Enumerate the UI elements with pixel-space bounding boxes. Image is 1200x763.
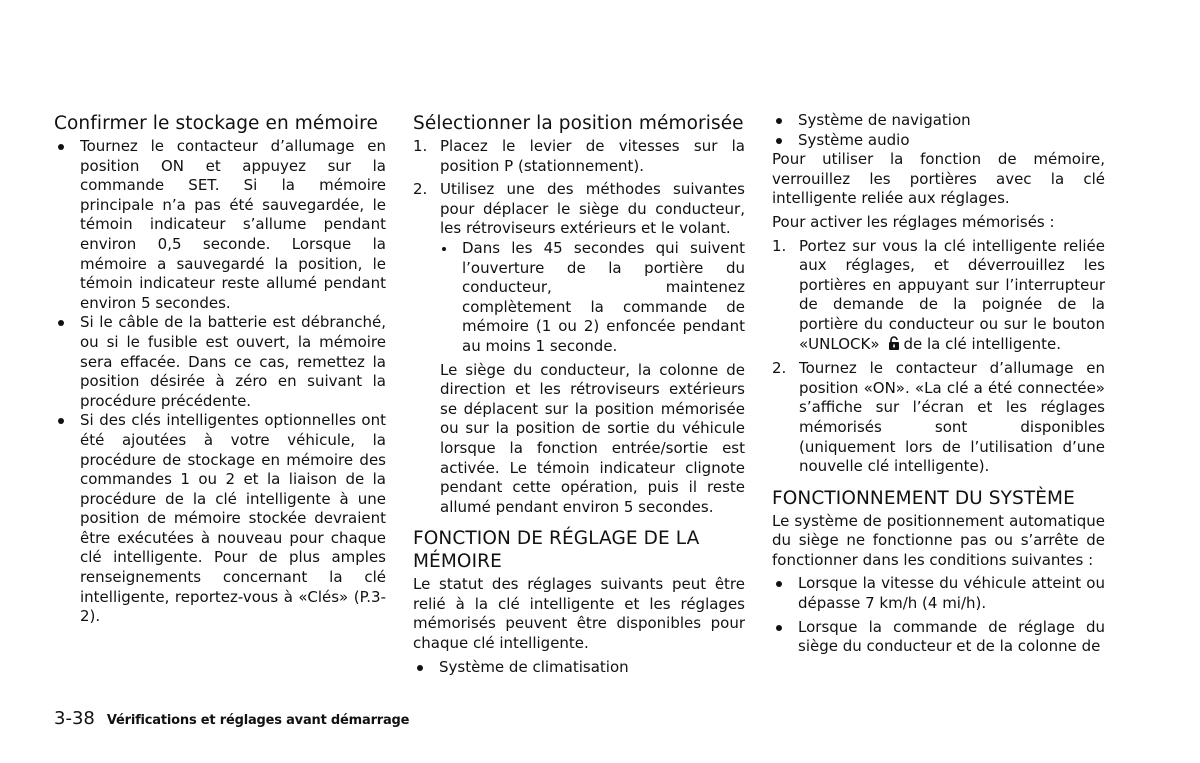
step-number: 1. (772, 236, 787, 255)
heading-confirm-storage: Confirmer le stockage en mémoire (54, 113, 378, 134)
heading-memory-function: FONCTION DE RÉGLAGE DE LA MÉMOIRE (413, 528, 700, 573)
bullet-list (54, 137, 386, 627)
column-3 (772, 111, 1105, 657)
step-note: Le siège du conducteur, la colonne de direction et les rétroviseurs extérieurs se déplacent sur la position mémorisée ou sur la position de sortie du véhicule lorsque la fonction entrée/sortie est activée. Le témoin indicateur clignote pendant cette opération, puis il reste allumé pendant environ 5 secondes. (440, 360, 745, 516)
step-number: 2. (413, 180, 428, 199)
list-item (413, 137, 745, 176)
sub-list-item: Dans les 45 secondes qui suivent l’ouverture de la portière du conducteur, maintenez complètement la commande de mémoire (1 ou 2) enfoncée pendant au moins 1 seconde. (440, 239, 745, 357)
numbered-list (413, 137, 745, 517)
heading-select-position: Sélectionner la position mémorisée (413, 113, 744, 134)
paragraph: Le système de positionnement automatique du siège ne fonctionne pas ou s’arrête de fonctionner dans les conditions suivantes : (772, 511, 1105, 569)
step-number: 2. (772, 359, 787, 378)
step-text: Placez le levier de vitesses sur la position P (stationnement). (440, 137, 745, 175)
step-number: 1. (413, 137, 428, 155)
column-1 (54, 112, 386, 627)
list-item (413, 180, 745, 517)
list-item: Lorsque la vitesse du véhicule atteint ou dépasse 7 km/h (4 mi/h). (772, 574, 1105, 613)
unlock-icon (888, 336, 900, 356)
sub-bullet-list (440, 239, 745, 357)
page-footer (54, 708, 409, 729)
step-text: de la clé intelligente. (903, 334, 1061, 353)
list-item: Système de climatisation (413, 658, 745, 678)
bullet-list (772, 111, 1105, 150)
list-item (772, 237, 1105, 356)
list-item: Système audio (772, 131, 1105, 151)
step-text: Portez sur vous la clé intelligente reliée aux réglages, et déverrouillez les portières en appuyant sur l’interrupteur de demande de la poignée de la portière du conducteur ou sur le bouton «UNLOCK» (799, 236, 1105, 353)
page-number: 3-38 (54, 708, 95, 729)
list-item: Tournez le contacteur d’allumage en position ON et appuyez sur la commande SET. Si la mémoire principale n’a pas été sauvegardée, le témoin indicateur s’allume pendant environ 0,5 seconde. Lorsque la mémoire a sauvegardé la position, le témoin indicateur reste allumé pendant environ 5 secondes. (54, 137, 386, 313)
step-text: Utilisez une des méthodes suivantes pour déplacer le siège du conducteur, les rétroviseurs extérieurs et le volant. (440, 180, 745, 238)
list-item (772, 359, 1105, 477)
footer-section-title: Vérifications et réglages avant démarrage (106, 713, 410, 728)
numbered-list (772, 237, 1105, 477)
bullet-list (772, 574, 1105, 656)
list-item: Système de navigation (772, 111, 1105, 131)
paragraph: Pour activer les réglages mémorisés : (772, 212, 1055, 231)
list-item: Si des clés intelligentes optionnelles ont été ajoutées à votre véhicule, la procédure de stockage en mémoire des commandes 1 ou 2 et la liaison de la procédure de la clé intelligente à une position de mémoire stockée devraient être exécutées à nouveau pour chaque clé intelligente. Pour de plus amples renseignements concernant la clé intelligente, reportez-vous à «Clés» (P.3-2). (54, 411, 386, 627)
step-text: Tournez le contacteur d’allumage en position «ON». «La clé a été connectée» s’affiche sur l’écran et les réglages mémorisés sont disponibles (uniquement lors de l’utilisation d’une nouvelle clé intelligente). (799, 359, 1105, 476)
list-item: Lorsque la commande de réglage du siège du conducteur et de la colonne de (772, 618, 1105, 657)
column-2 (413, 112, 745, 677)
list-item: Si le câble de la batterie est débranché, ou si le fusible est ouvert, la mémoire sera effacée. Dans ce cas, remettez la position désirée à zéro en suivant la procédure précédente. (54, 313, 386, 411)
paragraph: Pour utiliser la fonction de mémoire, verrouillez les portières avec la clé intelligente reliée aux réglages. (772, 150, 1105, 208)
bullet-list (413, 658, 745, 678)
paragraph: Le statut des réglages suivants peut être relié à la clé intelligente et les réglages mémorisés peuvent être disponibles pour chaque clé intelligente. (413, 575, 745, 653)
heading-system-operation: FONCTIONNEMENT DU SYSTÈME (772, 487, 1075, 509)
